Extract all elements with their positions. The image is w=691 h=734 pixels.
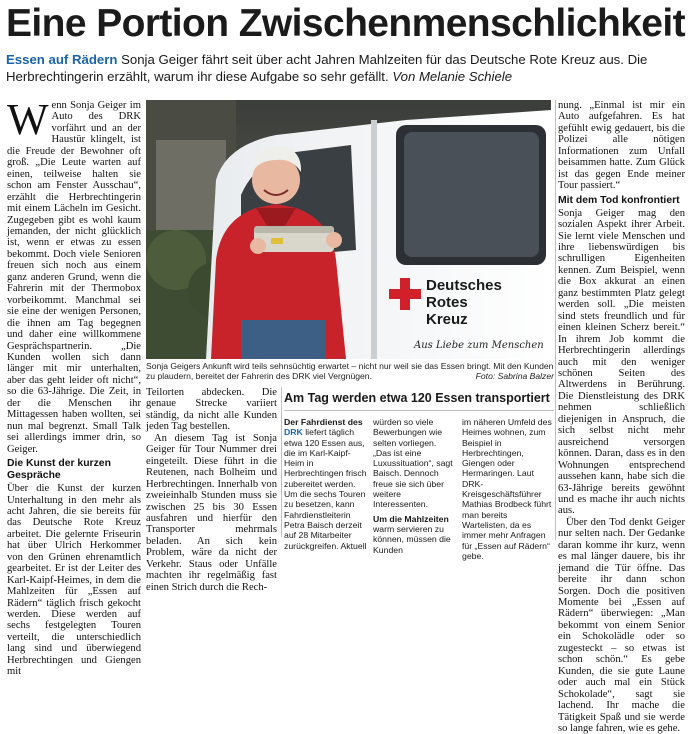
lead-paragraph (6, 51, 690, 85)
article-column-2 (146, 387, 277, 593)
caption-text: Sonja Geigers Ankunft wird teils sehnsüchtig erwartet – nicht nur weil sie das Essen bringt. Mit den Kunden zu plaudern, bereitet der Fahrerin des DRK viel Vergnügen. (146, 361, 554, 381)
box-column-1 (284, 417, 367, 551)
box-lead-in: Der Fahrdienst des (284, 417, 363, 427)
kicker: Essen auf Rädern (6, 52, 118, 67)
paragraph: An diesem Tag ist Sonja Geiger für Tour Nummer drei eingeteilt. Diese führt in die Reutenen, nach Bolheim und Herbrechtingen. Innerhalb von zweieinhalb Stunden muss sie zwischen 25 bis 30 Essen ausfahren und hierfür den Transporter mehrmals beladen. An sich kein Problem, wäre da nicht der Verkehr. Staus oder Unfälle machten ihr regelmäßig fast einen Strich durch die Rech- (146, 432, 277, 593)
paragraph: Über den Tod denkt Geiger nur selten nach. Der Gedanke daran komme ihr kurz, wenn es mal länger dauere, bis ihr jemand die Tür öffne. Das bereite ihr dann schon Sorgen. Doch die positiven Momente bei „Essen auf Rädern“ überwiegen: „Man bekommt von einem Senior ein Schokolädle oder so zugesteckt – so etwas ist schon schön.“ Es gebe Kunden, die sie gute Laune oder auch mal ein Stück Schokolade“, sagt sie lachend. Ihr mache die Tätigkeit Spaß und sie werde so lange fahren, wie es gehe. (558, 516, 685, 734)
paragraph-text: enn Sonja Geiger im Auto des DRK vorfährt und an der Haustür klingelt, ist die Freude der Bewohner oft groß. „Die Leute warten auf einen, teilweise halten sie schon am Fenster Ausschau“, erzählt die Herbrechtingerin mit einem Lächeln im Gesicht. Zugegeben gibt es wohl kaum jemanden, der nicht glücklich ist, wenn er etwas zu essen bekommt. Doch viele Senioren freuen sich noch aus einem ganz anderen Grund, wenn die Fahrerin mit der Thermobox vorbeikommt. Manchmal sei sie eine der wenigen Personen, die ihnen am Tag begegnen und daher eine willkommene Gesprächspartnerin. „Die Kunden wollen sich dann länger mit mir unterhalten, aber das geht leider oft nicht“, so die 63-Jährige. Die Zeit, in der die Menschen ihr Mittagessen haben wollten, sei nun mal begrenzt. Small Talk sei allerdings immer drin, so Geiger. (7, 100, 141, 455)
box-text: warm servieren zu können, müssen die Kunden (373, 523, 451, 555)
box-subheading: Um die Mahlzeiten (373, 513, 449, 524)
door-slogan: Aus Liebe zum Menschen (414, 340, 544, 351)
box-text: im näheren Umfeld des Heimes wohnen, zum Beispiel in Herbrechtingen, Giengen oder Hermaringen. Laut DRK-Kreisgeschäftsführer Mathias Brodbeck führt man bereits Wartelisten, da es immer mehr Anfragen für „Essen auf Rädern“ gebe. (462, 417, 552, 561)
box-text: liefert täglich etwa 120 Essen aus, die im Karl-Kaipf-Heim in Herbrechtingen frisch zubereitet werden. Um die sechs Touren zu besetzen, kann Fahrdienstleiterin Petra Baisch derzeit auf 28 Mitarbeiter zurückgreifen. Aktuell (284, 427, 367, 551)
article-column-4 (558, 100, 685, 734)
paragraph: Teilorten abdecken. Die genaue Strecke variiert ständig, da nicht alle Kunden jeden Tag bestellen. (146, 387, 277, 433)
headline: Eine Portion Zwischenmenschlichkeit (6, 2, 686, 45)
box-text: würden so viele Bewerbungen wie selten vorliegen. „Das ist eine Luxussituation“, sagt Baisch. Dennoch freue sie sich über weitere Interessenten. (373, 417, 453, 510)
box-headline: Am Tag werden etwa 120 Essen transportiert (284, 391, 550, 405)
box-column-2 (373, 417, 457, 555)
photo-caption (146, 361, 554, 381)
door-text-1: Deutsches (426, 277, 502, 294)
box-column-3 (462, 417, 552, 561)
drop-cap: W (7, 95, 49, 144)
door-text-2: Rotes (426, 294, 468, 311)
lead-text: Sonja Geiger fährt seit über acht Jahren Mahlzeiten für das Deutsche Rote Kreuz aus. Die Herbrechtingerin erzählt, warum ihr diese Aufgabe so sehr gefällt. (6, 52, 648, 84)
box-rule (284, 410, 554, 411)
first-paragraph (7, 95, 141, 455)
column-divider (281, 387, 282, 537)
column-divider (555, 100, 556, 540)
paragraph: Über die Kunst der kurzen Unterhaltung in den mehr als acht Jahren, die sie bereits für das Deutsche Rote Kreuz arbeitet. Die gelernte Friseurin hat über Ulrich Herkommer von den Grünen ehrenamtlich gearbeitet. Er ist der Leiter des Karl-Kaipf-Heimes, in dem die Mahlzeiten für „Essen auf Rädern“ täglich frisch gekocht werden. Diese werden auf sechs festgelegten Touren verteilt, die unterschiedlich lang sind und überwiegend Herbrechtingen und Giengen mit (7, 483, 141, 678)
paragraph: Sonja Geiger mag den sozialen Aspekt ihrer Arbeit. Sie lernt viele Menschen und ihre liebenswürdigen bis schrulligen Eigenheiten kennen. Zum Beispiel, wenn die Box akkurat an einen ganz bestimmten Platz gelegt werden soll. „Die meisten sind stets freundlich und für einen kleinen Scherz bereit.“ In ihrem Job kommt die Herbrechtingerin allerdings auch mit den weniger schönen Seiten des Altwerdens in Berührung. Die Dienstleistung des DRK nehmen schließlich diejenigen in Anspruch, die sich selbst nicht mehr ausreichend versorgen können. Daran, dass es in den Wohnungen entsprechend aussehen kann, habe sich die 63-Jährige bereits gewöhnt und es mache ihr auch nichts aus. (558, 207, 685, 517)
door-text-3: Kreuz (426, 311, 468, 328)
article-photo (146, 100, 551, 359)
photo-illustration (146, 100, 551, 359)
paragraph: nung. „Einmal ist mir ein Auto aufgefahren. Es hat gefühlt ewig gedauert, bis die Polizei alle nötigen Informationen zum Unfall beisammen hatte. Zum Glück ist das gegen Ende meiner Tour passiert.“ (558, 100, 685, 192)
photo-credit: Foto: Sabrina Balzer (475, 371, 554, 381)
subheading: Die Kunst der kurzen Gespräche (7, 458, 111, 482)
article-column-1 (7, 95, 141, 678)
subheading: Mit dem Tod konfrontiert (558, 194, 680, 206)
box-accent: DRK (284, 427, 303, 438)
byline: Von Melanie Schiele (392, 69, 513, 84)
